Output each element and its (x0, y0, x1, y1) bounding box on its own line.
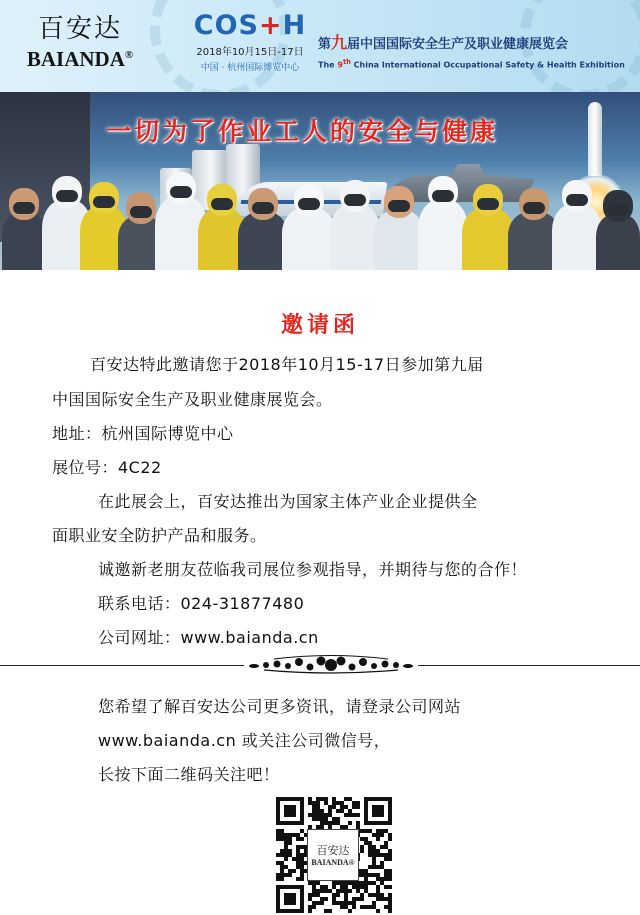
paragraph-2-line-1: 在此展会上，百安达推出为国家主体产业企业提供全 (98, 492, 478, 511)
paragraph-1-line-1: 百安达特此邀请您于2018年10月15-17日参加第九届 (90, 355, 484, 374)
worker-figure (238, 212, 288, 270)
footer-line-2: www.baianda.cn 或关注公司微信号， (98, 731, 391, 750)
worker-figure (418, 200, 468, 270)
phone-line: 联系电话：024-31877480 (98, 594, 305, 613)
website-line: 公司网址：www.baianda.cn (98, 628, 319, 647)
worker-figure (2, 212, 46, 270)
worker-figure (374, 210, 424, 270)
worker-figure (596, 214, 640, 270)
exhibition-venue: 中国 · 杭州国际博览中心 (200, 63, 300, 73)
paragraph-2-line-2: 面职业安全防护产品和服务。 (52, 526, 267, 545)
qr-center-logo: 百安达 BAIANDA® (307, 829, 359, 881)
booth-line: 展位号：4C22 (52, 458, 162, 477)
safety-banner (0, 92, 640, 270)
paragraph-1-line-2: 中国国际安全生产及职业健康展览会。 (52, 390, 333, 409)
footer-line-3: 长按下面二维码关注吧！ (98, 765, 280, 784)
navy-ship (395, 164, 535, 202)
baianda-logo (0, 8, 160, 72)
exhibition-date: 2018年10月15日-17日 (196, 47, 304, 58)
rocket-icon (588, 102, 602, 176)
worker-figure (330, 204, 380, 270)
floral-ornament-icon (244, 650, 418, 680)
exhibition-name (318, 30, 636, 70)
brand-name-cn: 百安达 (37, 14, 122, 44)
header-strip (0, 0, 640, 92)
address-line: 地址：杭州国际博览中心 (52, 424, 234, 443)
worker-figure (282, 208, 336, 270)
exhibition-name-en: The 9th China International Occupational Safety & Health Exhibition (318, 58, 625, 70)
invitation-line: 诚邀新老朋友莅临我司展位参观指导，并期待与您的合作！ (98, 560, 528, 579)
banner-slogan: 一切为了作业工人的安全与健康 (106, 117, 499, 146)
worker-figure (552, 204, 602, 270)
footer-line-1: 您希望了解百安达公司更多资讯，请登录公司网站 (98, 697, 462, 716)
exhibition-name-cn: 第九届中国国际安全生产及职业健康展览会 (318, 33, 569, 52)
letter-title: 邀请函 (280, 313, 359, 338)
brand-name-en: BAIANDA® (26, 47, 134, 71)
cosh-wordmark: COS+H (193, 10, 307, 41)
worker-figure (462, 208, 514, 270)
cosh-logo (190, 10, 310, 73)
